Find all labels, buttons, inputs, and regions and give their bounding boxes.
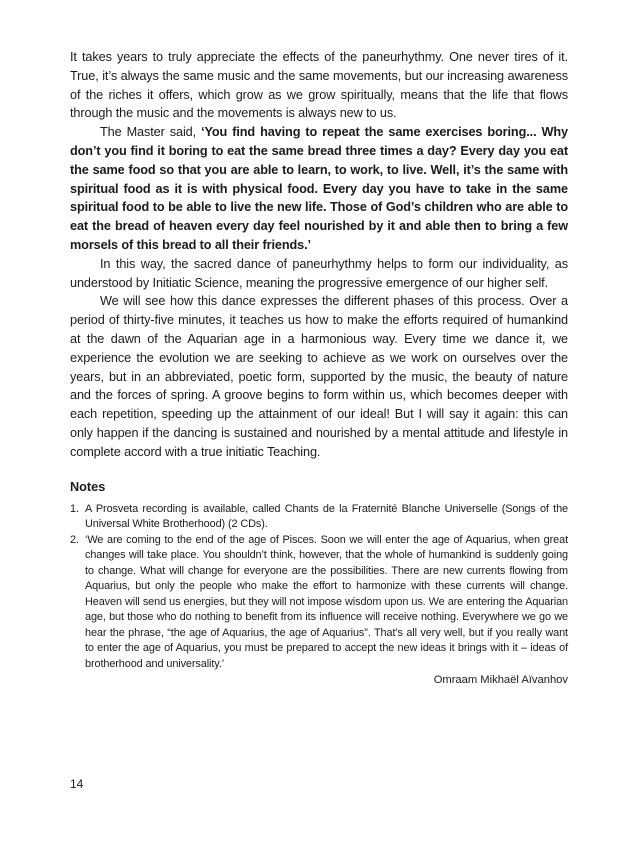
paragraph-2 bbox=[70, 123, 568, 255]
note-item bbox=[70, 502, 568, 533]
notes-section bbox=[70, 478, 568, 689]
paragraph-3: In this way, the sacred dance of paneurhythmy helps to form our individuality, as understood by Initiatic Science, meaning the progressive emergence of our higher self. bbox=[70, 256, 568, 290]
note-text: A Prosveta recording is available, called Chants de la Fraternité Blanche Universelle (Songs of the Universal White Brotherhood) (2 CDs). bbox=[85, 502, 568, 531]
master-quote: ‘You find having to repeat the same exercises boring... Why don’t you find it boring to eat the same bread three times a day? Every day you eat the same food so that you are able to learn, to work, to live. Well, it’s the same with spiritual food as it is with physical food. Every day you have to take in the same spiritual food to be able to live the new life. Those of God’s children who are able to eat the bread of heaven every day feel nourished by it and able then to bring a few morsels of this bread to all their friends.’ bbox=[70, 125, 568, 252]
paragraph-1: It takes years to truly appreciate the effects of the paneurhythmy. One never tires of it. True, it’s always the same music and the same movements, but our increasing awareness of the riches it offers, which grow as we grow spiritually, means that the life that flows through the music and the movements is always new to us. bbox=[70, 50, 568, 121]
note-number: 1. bbox=[70, 502, 79, 515]
paragraph-4: We will see how this dance expresses the different phases of this process. Over a period of thirty-five minutes, it teaches us how to make the efforts required of humankind at the dawn of the Aquarian age in a harmonious way. Every time we dance it, we experience the evolution we are seeking to achieve as we work on ourselves over the years, but in an abbreviated, poetic form, supported by the music, the beauty of nature and the forces of spring. A groove begins to form within us, which becomes deeper with each repetition, speeding up the attainment of our ideal! But I will say it again: this can only happen if the dancing is sustained and nourished by a mental attitude and lifestyle in complete accord with a true initiatic Teaching. bbox=[70, 294, 568, 459]
notes-heading: Notes bbox=[70, 479, 106, 494]
note-text: ‘We are coming to the end of the age of Pisces. Soon we will enter the age of Aquarius, when great changes will take place. You shouldn’t think, however, that the whole of humankind is suddenly going to change. What will change for everyone are the possibilities. There are new currents flowing from Aquarius, but only the people who make the effort to harmonize with these currents will change. Heaven will send us energies, but they will not impose wisdom upon us. We are entering the Aquarian age, but those who do nothing to benefit from its influence will receive nothing. Everywhere we go we hear the phrase, “the age of Aquarius, the age of Aquarius”. That’s all very well, but if you really want to enter the age of Aquarius, you must be prepared to accept the new ideas it brings with it – ideas of brotherhood and universality.’ bbox=[85, 533, 568, 670]
main-text bbox=[70, 48, 568, 462]
page-number: 14 bbox=[70, 777, 84, 791]
note-number: 2. bbox=[70, 533, 79, 546]
paragraph-2-intro: The Master said, bbox=[100, 125, 202, 140]
author-attribution: Omraam Mikhaël Aïvanhov bbox=[433, 674, 568, 687]
page-content bbox=[70, 48, 568, 699]
note-item bbox=[70, 533, 568, 673]
